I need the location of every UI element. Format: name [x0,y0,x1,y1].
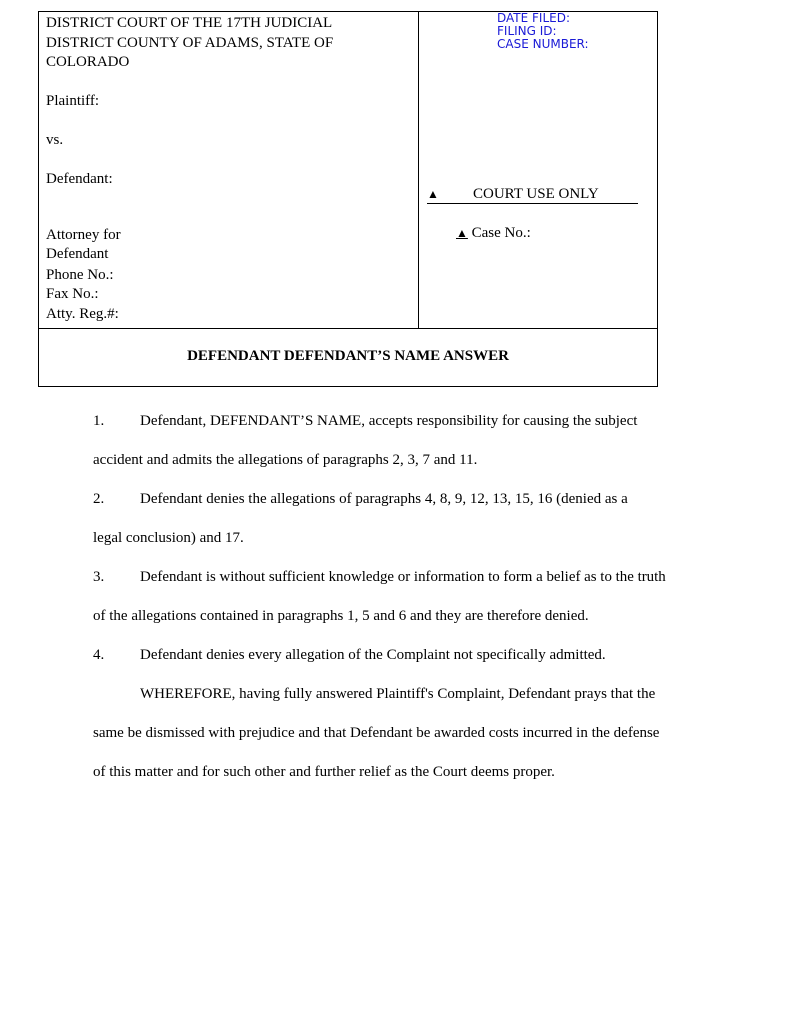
caption-box [38,11,658,387]
paragraph-3-line-1: Defendant is without sufficient knowledge or information to form a belief as to the truth [140,569,666,585]
phone-label: Phone No.: [46,267,114,283]
court-name-line-2: DISTRICT COUNTY OF ADAMS, STATE OF [46,35,334,51]
filing-stamp [497,12,589,51]
caption-divider-vertical [418,12,419,328]
plaintiff-label: Plaintiff: [46,93,100,109]
paragraph-1-number: 1. [93,413,105,429]
case-number-label: CASE NUMBER: [497,37,589,51]
vs-label: vs. [46,132,64,148]
paragraph-2-line-2: legal conclusion) and 17. [93,530,244,546]
case-no [456,225,531,242]
document-title: DEFENDANT DEFENDANT’S NAME ANSWER [187,348,509,364]
paragraph-1-line-2: accident and admits the allegations of paragraphs 2, 3, 7 and 11. [93,452,478,468]
court-name-line-1: DISTRICT COURT OF THE 17TH JUDICIAL [46,15,333,31]
paragraph-2-line-1: Defendant denies the allegations of paragraphs 4, 8, 9, 12, 13, 15, 16 (denied as a [140,491,628,507]
caption-divider-horizontal [39,328,657,329]
defendant-label: Defendant: [46,171,113,187]
case-no-label: Case No.: [471,225,531,241]
paragraph-1-line-1: Defendant, DEFENDANT’S NAME, accepts responsibility for causing the subject [140,413,638,429]
attorney-label-line-1: Attorney for [46,227,121,243]
attorney-label-line-2: Defendant [46,246,109,262]
wherefore-line-1: WHEREFORE, having fully answered Plaintiff's Complaint, Defendant prays that the [140,686,656,702]
wherefore-line-3: of this matter and for such other and further relief as the Court deems proper. [93,764,555,780]
court-use-only [427,186,638,204]
triangle-icon: ▲ [427,187,439,201]
wherefore-line-2: same be dismissed with prejudice and that Defendant be awarded costs incurred in the defense [93,725,660,741]
paragraph-4-number: 4. [93,647,105,663]
triangle-icon: ▲ [456,226,468,240]
court-name-line-3: COLORADO [46,54,130,70]
paragraph-3-number: 3. [93,569,105,585]
paragraph-4-line-1: Defendant denies every allegation of the Complaint not specifically admitted. [140,647,606,663]
filing-id-label: FILING ID: [497,24,557,38]
paragraph-2-number: 2. [93,491,105,507]
fax-label: Fax No.: [46,286,99,302]
paragraph-3-line-2: of the allegations contained in paragraphs 1, 5 and 6 and they are therefore denied. [93,608,589,624]
atty-reg-label: Atty. Reg.#: [46,306,119,322]
court-use-only-label: COURT USE ONLY [473,186,599,202]
date-filed-label: DATE FILED: [497,11,571,25]
